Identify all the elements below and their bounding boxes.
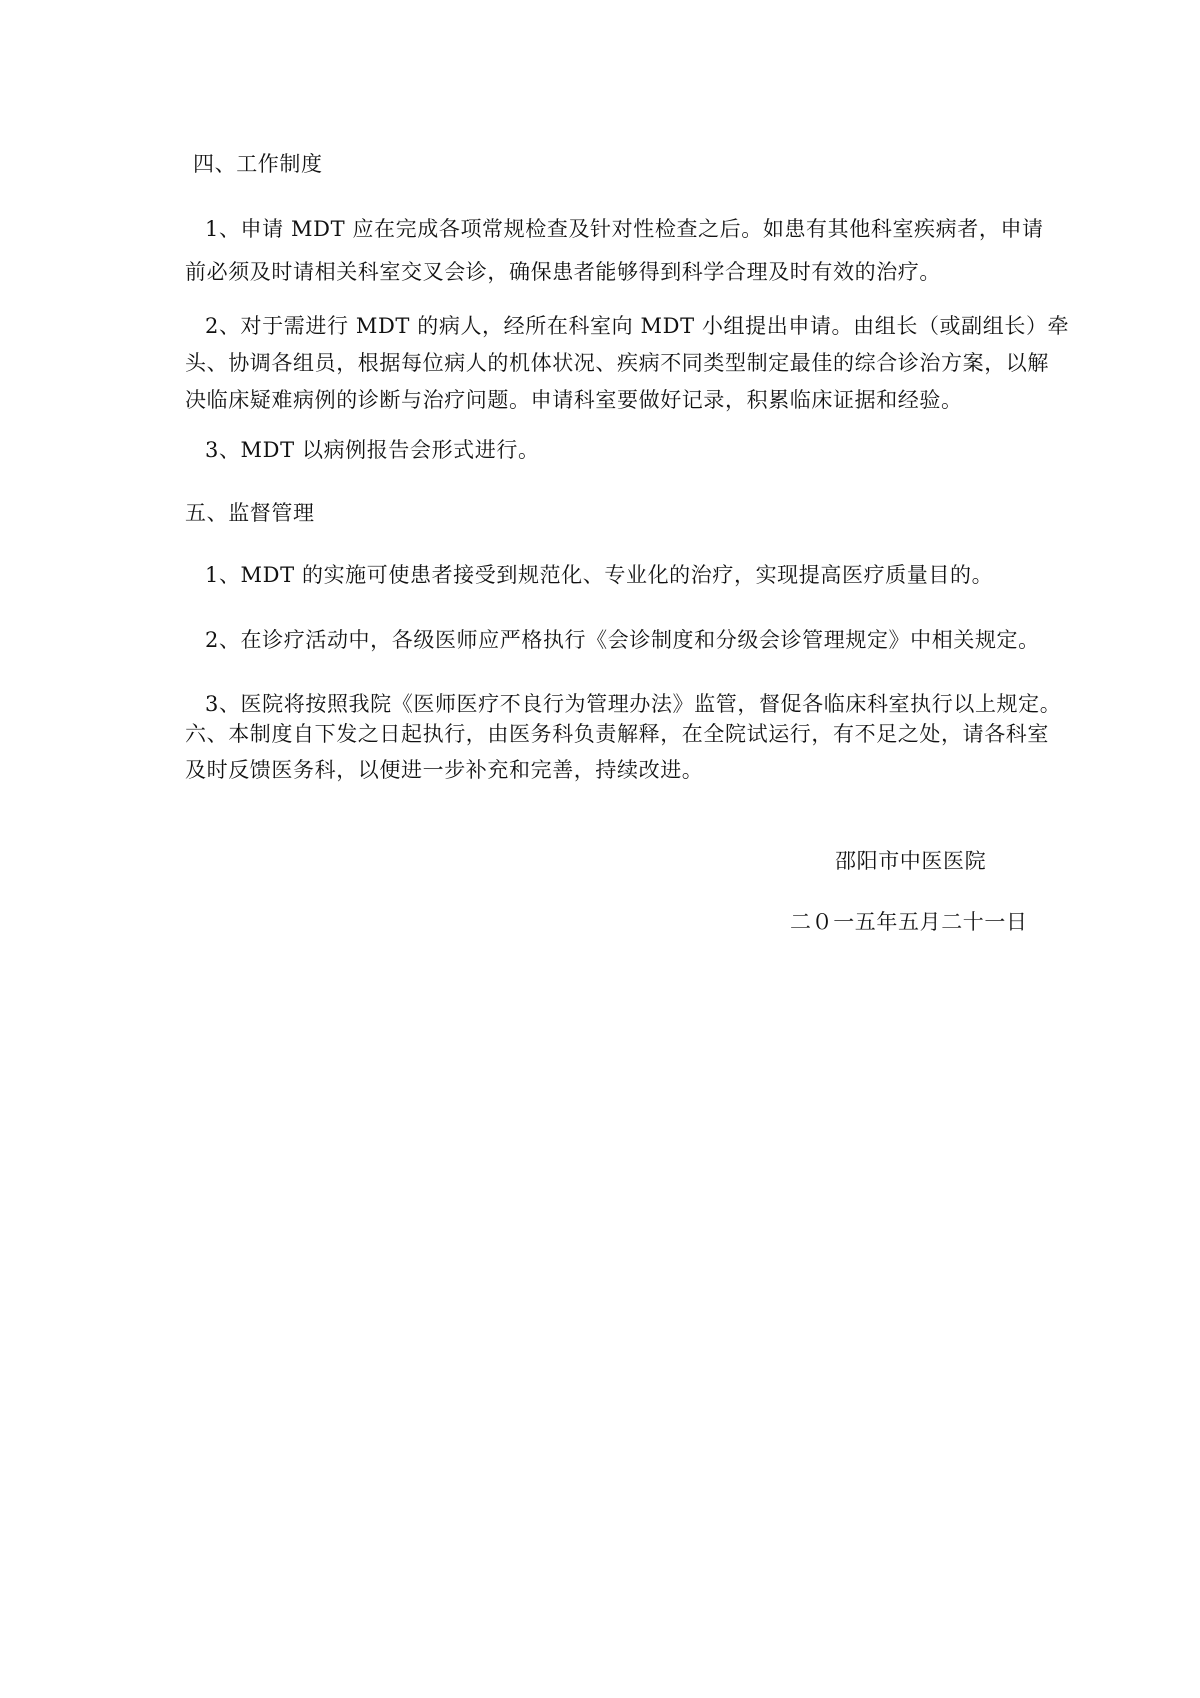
section-5-item-1: 1、MDT 的实施可使患者接受到规范化、专业化的治疗，实现提高医疗质量目的。 [205,563,994,587]
section-4-item-3: 3、MDT 以病例报告会形式进行。 [205,438,540,462]
section-6-line-2: 及时反馈医务科，以便进一步补充和完善，持续改进。 [185,758,704,782]
section-4-item-1 [185,211,1044,290]
section-4-item-1-line-1: 1、申请 MDT 应在完成各项常规检查及针对性检查之后。如患有其他科室疾病者，申请 [205,217,1044,241]
section-4-item-2 [185,308,1070,418]
signature-organization: 邵阳市中医医院 [835,849,987,873]
section-6-paragraph [185,716,1049,788]
section-5-heading: 五、监督管理 [185,501,315,525]
section-4-item-1-line-2: 前必须及时请相关科室交叉会诊，确保患者能够得到科学合理及时有效的治疗。 [185,260,941,284]
section-4-item-2-line-2: 头、协调各组员，根据每位病人的机体状况、疾病不同类型制定最佳的综合诊治方案，以解 [185,351,1049,375]
section-4-item-2-line-3: 决临床疑难病例的诊断与治疗问题。申请科室要做好记录，积累临床证据和经验。 [185,388,963,412]
section-4-item-2-line-1: 2、对于需进行 MDT 的病人，经所在科室向 MDT 小组提出申请。由组长（或副组长）牵 [205,314,1070,338]
section-5-item-3: 3、医院将按照我院《医师医疗不良行为管理办法》监管，督促各临床科室执行以上规定。 [205,692,1062,716]
signature-date: 二０一五年五月二十一日 [790,910,1028,934]
section-6-line-1: 六、本制度自下发之日起执行，由医务科负责解释，在全院试运行，有不足之处，请各科室 [185,722,1049,746]
section-5-item-2: 2、在诊疗活动中，各级医师应严格执行《会诊制度和分级会诊管理规定》中相关规定。 [205,628,1040,652]
section-4-heading: 四、工作制度 [193,152,323,176]
